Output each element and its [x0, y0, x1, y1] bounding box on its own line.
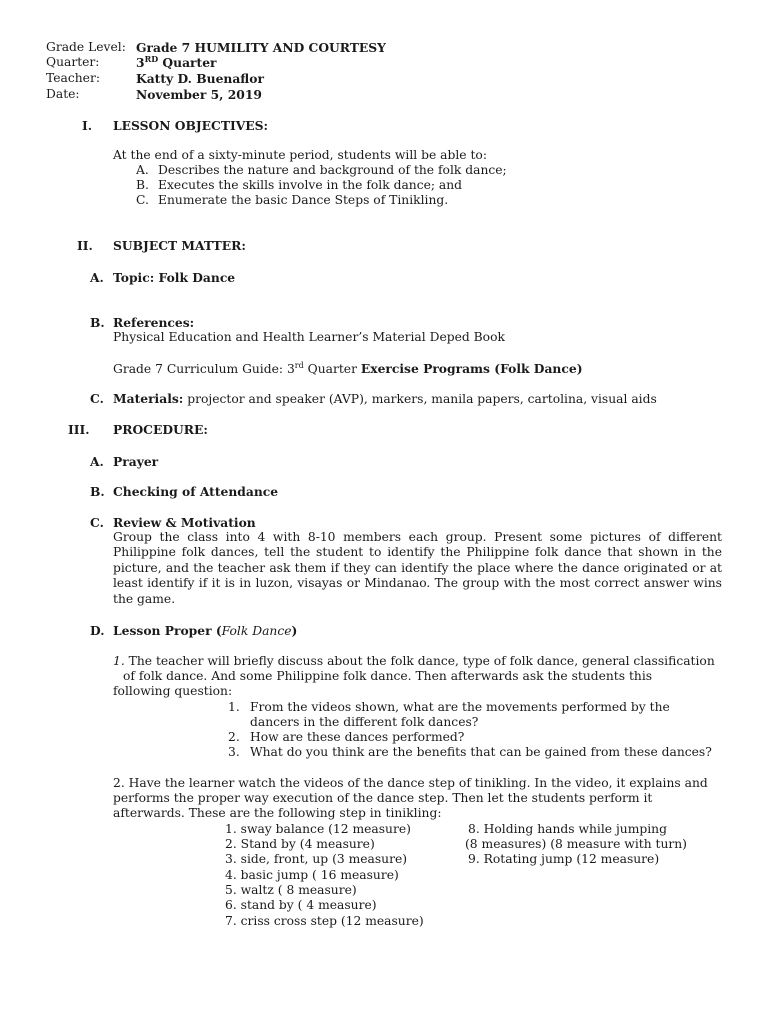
- procedure-step-2: 2. Have the learner watch the videos of the dance step of tinikling. In the video, it explains and: [113, 776, 708, 790]
- question-number: 3.: [228, 745, 240, 759]
- tinikling-step: 6. stand by ( 4 measure): [225, 898, 377, 912]
- tinikling-step: (8 measures) (8 measure with turn): [465, 837, 687, 851]
- section-2-title: SUBJECT MATTER:: [113, 238, 246, 253]
- materials: Materials: projector and speaker (AVP), markers, manila papers, cartolina, visual aids: [113, 391, 657, 406]
- section-2-number: II.: [77, 238, 93, 253]
- tinikling-step: 4. basic jump ( 16 measure): [225, 868, 399, 882]
- question-text: From the videos shown, what are the movements performed by the: [250, 700, 670, 714]
- reference-curriculum: Grade 7 Curriculum Guide: 3rd Quarter Exercise Programs (Folk Dance): [113, 361, 583, 376]
- topic-letter: A.: [90, 270, 104, 285]
- question-number: 1.: [228, 700, 240, 714]
- tinikling-step: 9. Rotating jump (12 measure): [468, 852, 660, 866]
- objective-letter: A.: [136, 163, 149, 177]
- materials-letter: C.: [90, 391, 104, 406]
- prayer-letter: A.: [90, 454, 104, 469]
- procedure-step-2-line-2: performs the proper way execution of the dance step. Then let the students perform it: [113, 791, 653, 805]
- grade-level-label: Grade Level:: [46, 40, 126, 54]
- tinikling-step: 8. Holding hands while jumping: [468, 822, 667, 836]
- procedure-step-1-line-2: of folk dance. And some Philippine folk dance. Then afterwards ask the students this: [123, 669, 653, 683]
- question-text: What do you think are the benefits that can be gained from these dances?: [250, 745, 712, 759]
- reference-book: Physical Education and Health Learner’s Material Deped Book: [113, 330, 505, 344]
- question-text-line-2: dancers in the different folk dances?: [250, 715, 479, 729]
- objective-text: Executes the skills involve in the folk dance; and: [158, 178, 463, 192]
- tinikling-step: 2. Stand by (4 measure): [225, 837, 375, 851]
- tinikling-step: 3. side, front, up (3 measure): [225, 852, 408, 866]
- tinikling-step: 1. sway balance (12 measure): [225, 822, 411, 836]
- objective-text: Describes the nature and background of the folk dance;: [158, 163, 507, 177]
- references-title: References:: [113, 315, 195, 330]
- objectives-intro: At the end of a sixty-minute period, students will be able to:: [113, 148, 487, 162]
- section-1-number: I.: [82, 118, 93, 133]
- objective-letter: B.: [136, 178, 149, 192]
- topic: Topic: Folk Dance: [113, 270, 236, 285]
- procedure-step-1-line-3: following question:: [113, 684, 233, 698]
- attendance: Checking of Attendance: [113, 484, 279, 499]
- lesson-proper-letter: D.: [90, 623, 105, 638]
- objective-text: Enumerate the basic Dance Steps of Tinikling.: [158, 193, 449, 207]
- review-letter: C.: [90, 515, 104, 530]
- question-text: How are these dances performed?: [250, 730, 465, 744]
- review-paragraph: Group the class into 4 with 8-10 members each group. Present some pictures of different Philippine folk dances, tell the student to identify the Philippine folk dance that shown in the picture, and the teacher ask them if they can identify the place where the dance originated or at least identify if it is in luzon, visayas or Mindanao. The group with the most correct answer wins the game.: [113, 530, 722, 606]
- tinikling-step: 5. waltz ( 8 measure): [225, 883, 357, 897]
- teacher-label: Teacher:: [46, 71, 100, 85]
- question-number: 2.: [228, 730, 240, 744]
- procedure-step-2-line-3: afterwards. These are the following step in tinikling:: [113, 806, 442, 820]
- date-value: November 5, 2019: [136, 87, 262, 102]
- date-label: Date:: [46, 87, 80, 101]
- section-3-title: PROCEDURE:: [113, 422, 208, 437]
- procedure-step-1: 1. The teacher will briefly discuss about the folk dance, type of folk dance, general classification: [113, 654, 715, 668]
- quarter-label: Quarter:: [46, 55, 100, 69]
- section-1-title: LESSON OBJECTIVES:: [113, 118, 269, 133]
- quarter-value: 3RD Quarter: [136, 54, 217, 70]
- prayer: Prayer: [113, 454, 159, 469]
- teacher-value: Katty D. Buenaflor: [136, 71, 264, 86]
- objective-letter: C.: [136, 193, 149, 207]
- grade-level-value: Grade 7 HUMILITY AND COURTESY: [136, 40, 386, 55]
- tinikling-step: 7. criss cross step (12 measure): [225, 914, 424, 928]
- references-letter: B.: [90, 315, 105, 330]
- attendance-letter: B.: [90, 484, 105, 499]
- section-3-number: III.: [68, 422, 90, 437]
- review-title: Review & Motivation: [113, 515, 256, 530]
- lesson-proper-title: Lesson Proper (Folk Dance): [113, 623, 298, 638]
